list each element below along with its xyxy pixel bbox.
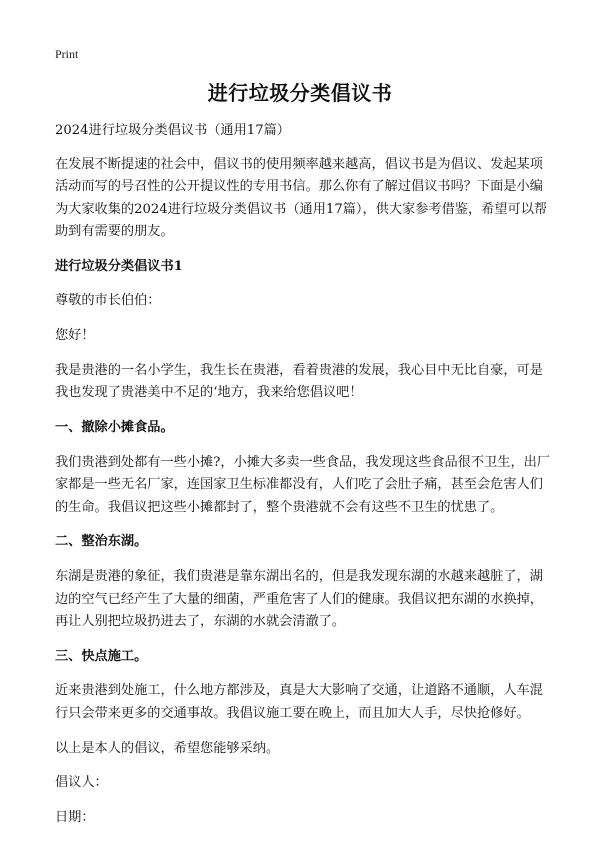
point-three-heading: 三、快点施工。	[55, 648, 148, 664]
point-two-body: 东湖是贵港的象征，我们贵港是靠东湖出名的，但是我发现东湖的水越来越脏了，湖边的空气已经产生了大量的细菌，严重危害了人们的健康。我倡议把东湖的水换掉，再让人别把垃圾扔进去了，东湖的水就会清澈了。	[55, 569, 543, 629]
section-heading: 进行垃圾分类倡议书1	[55, 258, 183, 274]
print-link[interactable]: Print	[55, 47, 79, 61]
greeting-line: 您好！	[55, 328, 95, 344]
point-one-heading: 一、撤除小摊食品。	[55, 419, 174, 435]
document-body	[55, 120, 555, 842]
point-three-body: 近来贵港到处施工，什么地方都涉及，真是大大影响了交通，让道路不通顺，人车混行只会带来更多的交通事故。我倡议施工要在晚上，而且加大人手，尽快抢修好。	[55, 683, 543, 721]
closing-paragraph: 以上是本人的倡议，希望您能够采纳。	[55, 740, 280, 756]
point-two-heading: 二、整治东湖。	[55, 534, 148, 550]
point-one-body: 我们贵港到处都有一些小摊?，小摊大多卖一些食品，我发现这些食品很不卫生，出厂家都是一些无名厂家，连国家卫生标准都没有，人们吃了会肚子痛，甚至会危害人们的生命。我倡议把这些小摊都封了，整个贵港就不会有这些不卫生的忧患了。	[55, 454, 551, 515]
document-subtitle: 2024进行垃圾分类倡议书（通用17篇）	[55, 123, 290, 138]
salutation-line: 尊敬的市长伯伯：	[55, 293, 161, 309]
opening-paragraph: 我是贵港的一名小学生，我生长在贵港，看着贵港的发展，我心目中无比自豪，可是我也发现了贵港美中不足的‘地方，我来给您倡议吧！	[55, 362, 543, 401]
signer-label: 倡议人：	[55, 775, 108, 791]
page-title: 进行垃圾分类倡议书	[207, 81, 393, 105]
intro-paragraph: 在发展不断提速的社会中，倡议书的使用频率越来越高，倡议书是为倡议、发起某项活动而写的号召性的公开提议性的专用书信。那么你有了解过倡议书吗？下面是小编为大家收集的2024进行垃圾分类倡议书（通用17篇），供大家参考借鉴，希望可以帮助到有需要的朋友。	[55, 156, 548, 239]
date-label: 日期：	[55, 809, 95, 825]
